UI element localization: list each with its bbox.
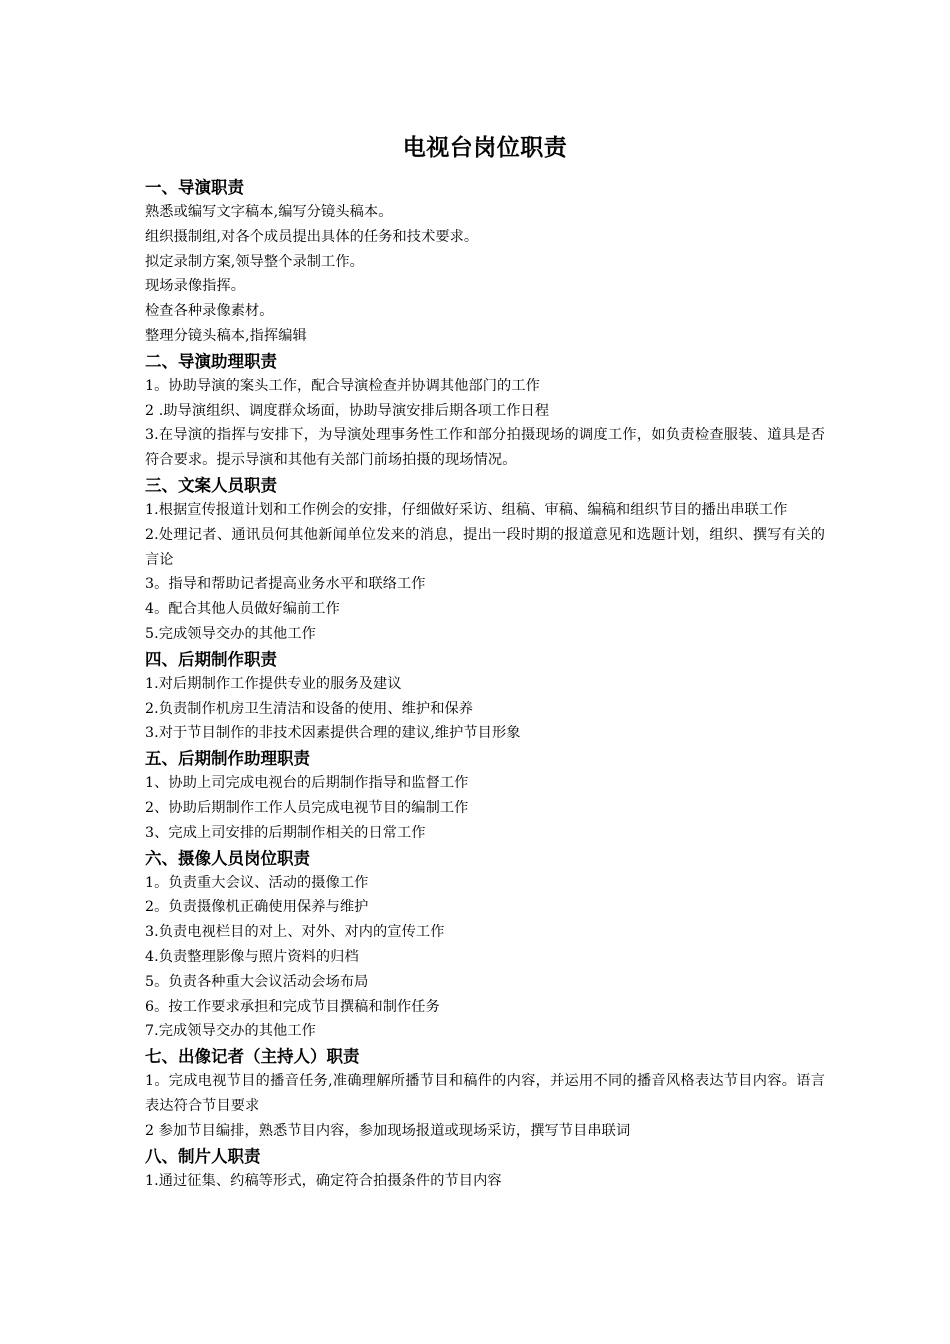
paragraph: 组织摄制组,对各个成员提出具体的任务和技术要求。: [145, 228, 479, 245]
paragraph: 3.负责电视栏目的对上、对外、对内的宣传工作: [145, 924, 445, 941]
paragraph: 7.完成领导交办的其他工作: [145, 1023, 316, 1040]
section-heading: 八、制片人职责: [145, 1146, 261, 1166]
paragraph: 检查各种录像素材。: [145, 303, 274, 320]
section-host: [145, 1044, 825, 1143]
document-title: 电视台岗位职责: [402, 135, 568, 161]
paragraph: 3。指导和帮助记者提高业务水平和联络工作: [145, 576, 426, 593]
paragraph: 熟悉或编写文字稿本,编写分镜头稿本。: [145, 204, 393, 220]
paragraph: 5.完成领导交办的其他工作: [145, 625, 316, 642]
paragraph: 1.根据宣传报道计划和工作例会的安排，仔细做好采访、组稿、审稿、编稿和组织节目的播出串联工作: [145, 501, 788, 518]
paragraph: 4.负责整理影像与照片资料的归档: [145, 948, 359, 965]
paragraph: 1、协助上司完成电视台的后期制作指导和监督工作: [145, 775, 469, 792]
paragraph: 1。负责重大会议、活动的摄像工作: [145, 874, 369, 891]
document-page: [145, 131, 825, 1193]
section-post-production: [145, 647, 825, 746]
paragraph: 2。负责摄像机正确使用保养与维护: [145, 899, 369, 916]
section-heading: 五、后期制作助理职责: [145, 749, 310, 769]
paragraph: 2 参加节目编排，熟悉节目内容，参加现场报道或现场采访，撰写节目串联词: [145, 1122, 631, 1139]
paragraph: 1.对后期制作工作提供专业的服务及建议: [145, 675, 402, 692]
paragraph: 1。完成电视节目的播音任务,准确理解所播节目和稿件的内容，并运用不同的播音风格表达节目内容。语言表达符合节目要求: [145, 1073, 825, 1114]
paragraph: 整理分镜头稿本,指挥编辑: [145, 327, 307, 344]
paragraph: 6。按工作要求承担和完成节目撰稿和制作任务: [145, 998, 440, 1015]
section-assistant-director: [145, 349, 825, 473]
section-producer: [145, 1144, 825, 1194]
section-heading: 七、出像记者（主持人）职责: [145, 1047, 360, 1067]
section-heading: 二、导演助理职责: [145, 351, 277, 371]
paragraph: 3.在导演的指挥与安排下，为导演处理事务性工作和部分拍摄现场的调度工作，如负责检查服装、道具是否符合要求。提示导演和其他有关部门前场拍摄的现场情况。: [145, 427, 825, 469]
section-heading: 四、后期制作职责: [145, 649, 277, 669]
section-heading: 三、文案人员职责: [145, 475, 277, 495]
paragraph: 2.负责制作机房卫生清洁和设备的使用、维护和保养: [145, 700, 474, 717]
paragraph: 现场录像指挥。: [145, 278, 246, 295]
section-heading: 六、摄像人员岗位职责: [145, 848, 310, 868]
paragraph: 2 .助导演组织、调度群众场面，协助导演安排后期各项工作日程: [145, 402, 550, 419]
paragraph: 4。配合其他人员做好编前工作: [145, 601, 340, 618]
section-camera-operator: [145, 846, 825, 1045]
section-director: [145, 175, 825, 349]
paragraph: 3.对于节目制作的非技术因素提供合理的建议,维护节目形象: [145, 725, 521, 742]
paragraph: 2.处理记者、通讯员何其他新闻单位发来的消息，提出一段时期的报道意见和选题计划，组织、撰写有关的言论: [145, 526, 825, 568]
paragraph: 2、协助后期制作工作人员完成电视节目的编制工作: [145, 799, 469, 816]
paragraph: 拟定录制方案,领导整个录制工作。: [145, 253, 364, 270]
paragraph: 3、完成上司安排的后期制作相关的日常工作: [145, 824, 426, 841]
section-post-production-assistant: [145, 746, 825, 845]
section-heading: 一、导演职责: [145, 178, 244, 197]
paragraph: 1。协助导演的案头工作，配合导演检查并协调其他部门的工作: [145, 377, 540, 394]
paragraph: 5。负责各种重大会议活动会场布局: [145, 973, 369, 990]
paragraph: 1.通过征集、约稿等形式，确定符合拍摄条件的节目内容: [145, 1172, 502, 1189]
section-copywriter: [145, 473, 825, 647]
